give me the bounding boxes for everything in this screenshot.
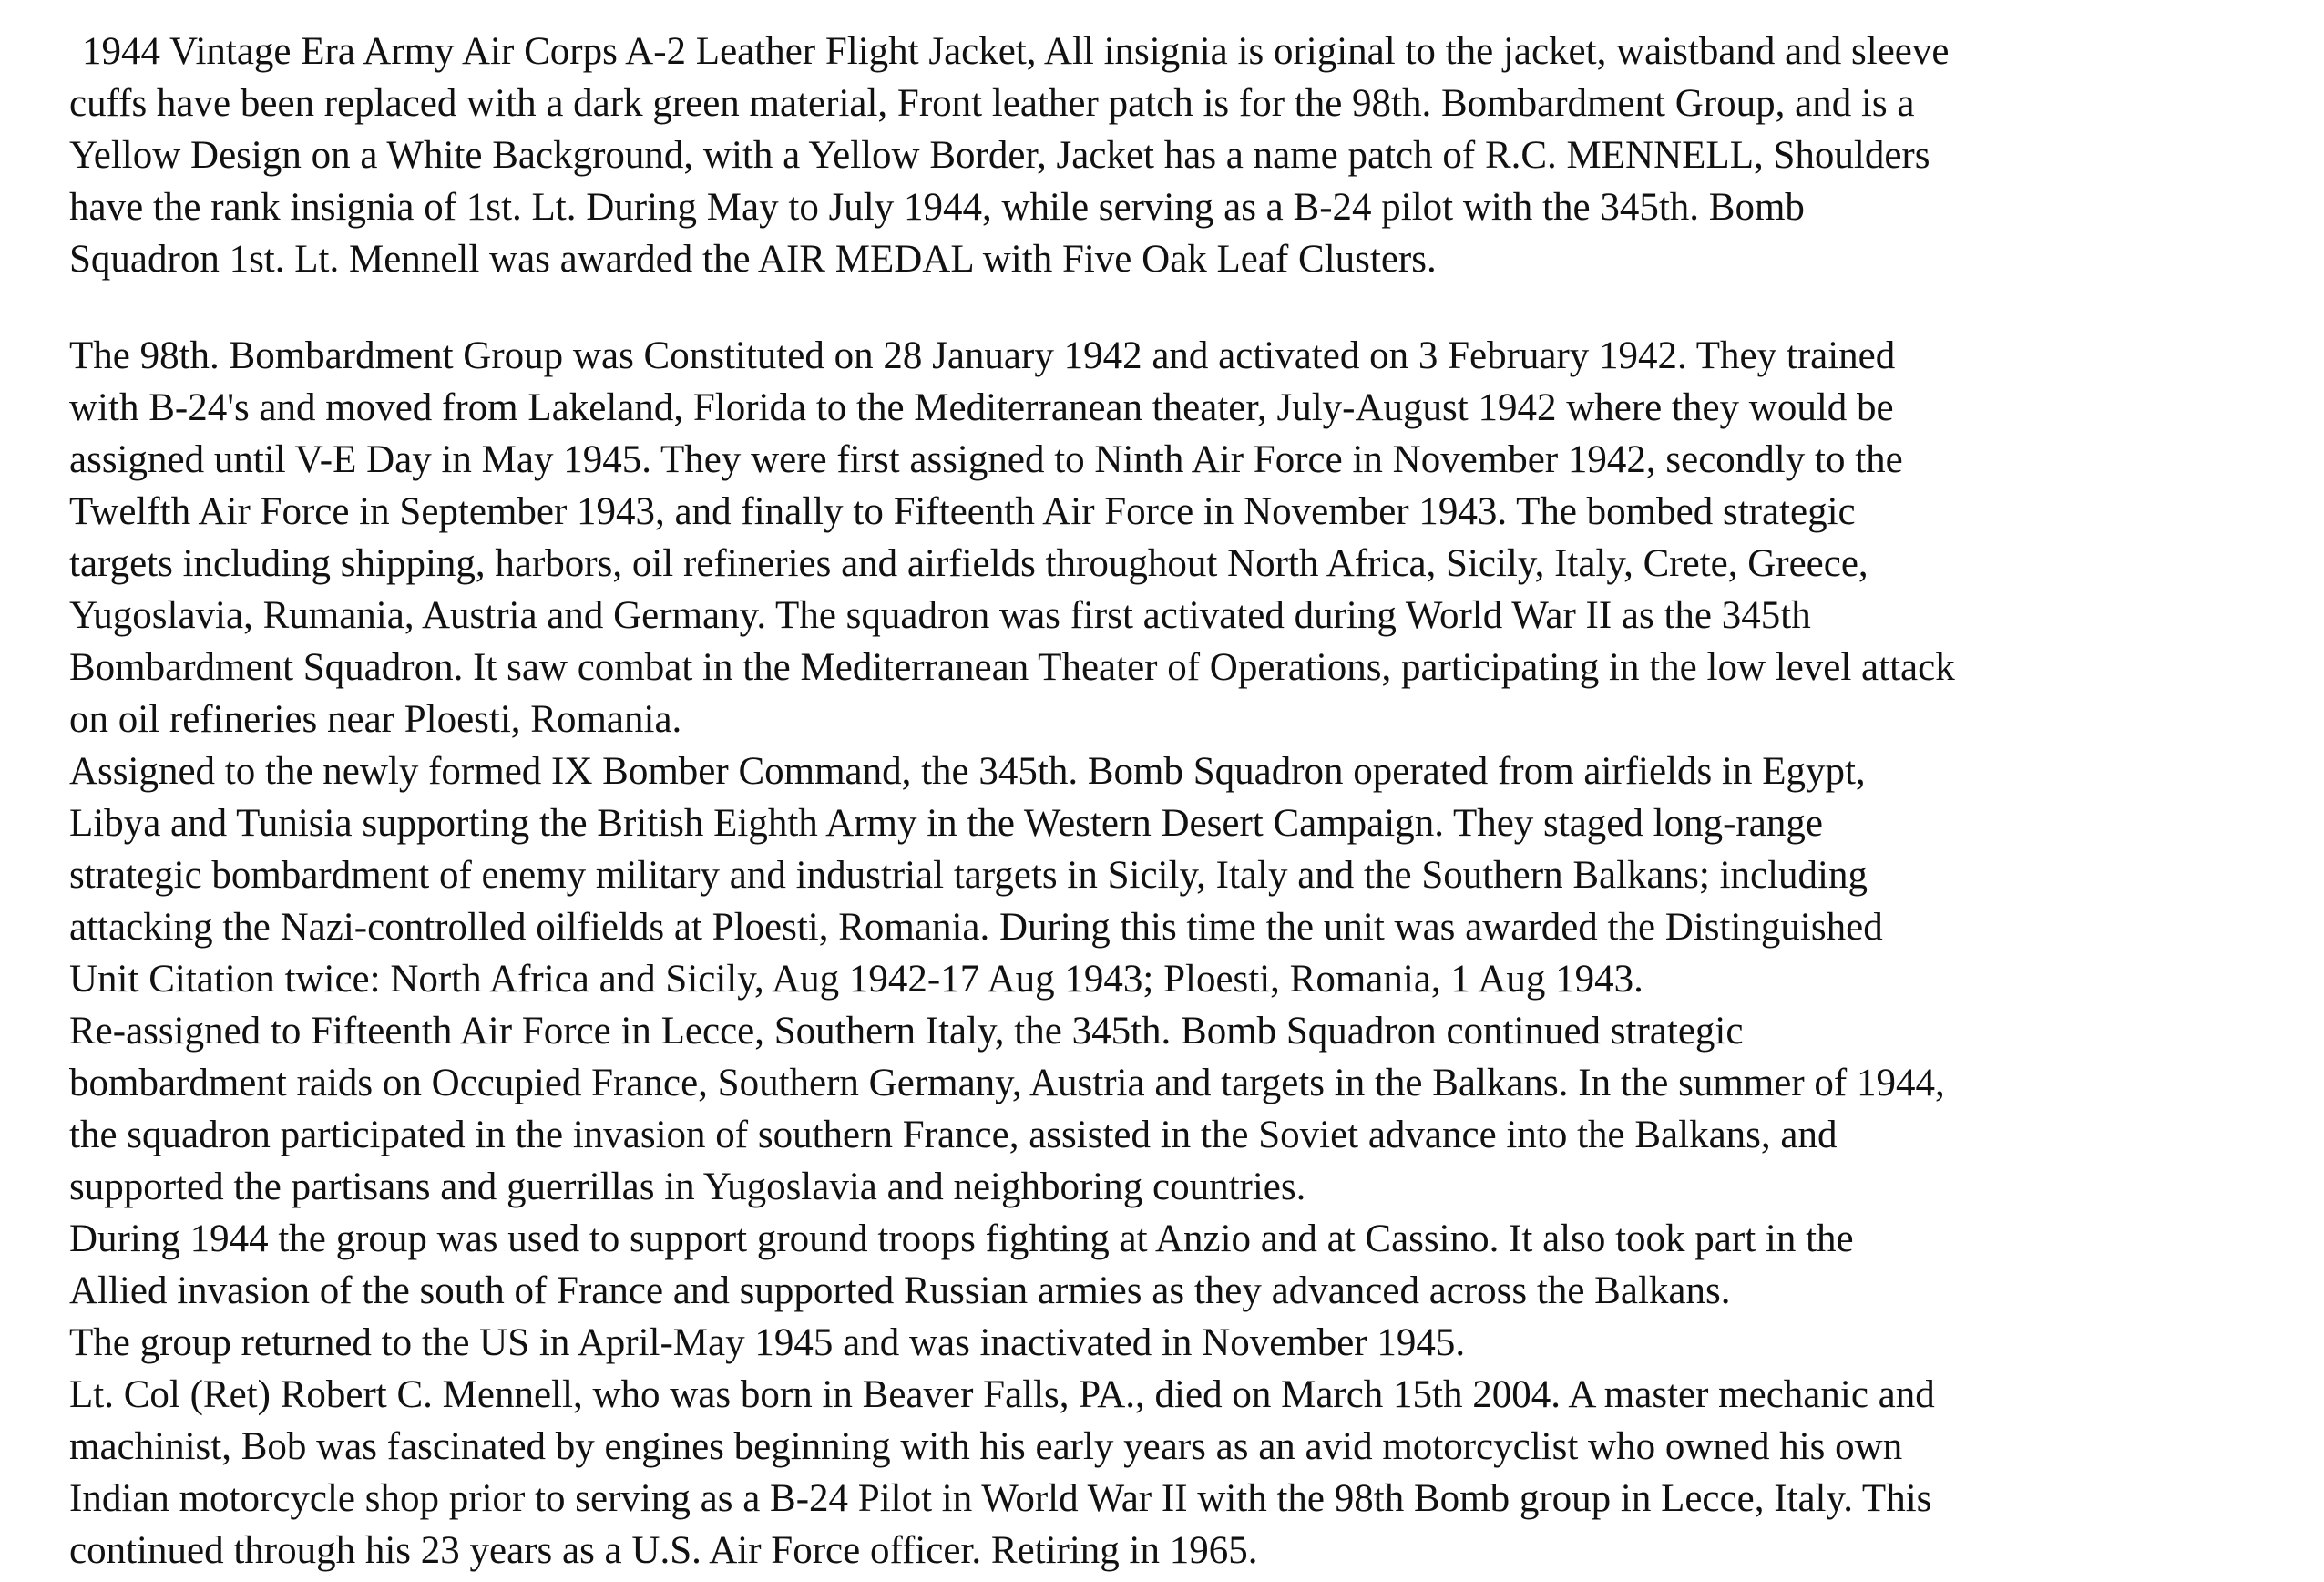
text-line: The 98th. Bombardment Group was Constituted on 28 January 1942 and activated on 3 February 1942. They trained [69, 334, 1896, 377]
text-line: Yellow Design on a White Background, with a Yellow Border, Jacket has a name patch of R.C. MENNELL, Shoulders [69, 134, 1930, 177]
text-line: Squadron 1st. Lt. Mennell was awarded the AIR MEDAL with Five Oak Leaf Clusters. [69, 238, 1437, 281]
text-line: Bombardment Squadron. It saw combat in the Mediterranean Theater of Operations, participating in the low level attack [69, 646, 1955, 689]
text-line: Indian motorcycle shop prior to serving as a B-24 Pilot in World War II with the 98th Bomb group in Lecce, Italy. This [69, 1477, 1932, 1520]
jacket-description-paragraph [69, 26, 2274, 285]
text-line: attacking the Nazi-controlled oilfields at Ploesti, Romania. During this time the unit was awarded the Distinguished [69, 906, 1883, 949]
text-line: Allied invasion of the south of France and supported Russian armies as they advanced across the Balkans. [69, 1269, 1731, 1312]
text-line: bombardment raids on Occupied France, Southern Germany, Austria and targets in the Balkans. In the summer of 1944, [69, 1062, 1945, 1104]
text-line: Twelfth Air Force in September 1943, and finally to Fifteenth Air Force in November 1943. The bombed strategic [69, 490, 1856, 533]
text-line: the squadron participated in the invasion of southern France, assisted in the Soviet advance into the Balkans, and [69, 1114, 1838, 1156]
text-line: Unit Citation twice: North Africa and Sicily, Aug 1942-17 Aug 1943; Ploesti, Romania, 1 Aug 1943. [69, 958, 1643, 1001]
text-line: assigned until V-E Day in May 1945. They were first assigned to Ninth Air Force in November 1942, secondly to the [69, 438, 1903, 481]
text-line: machinist, Bob was fascinated by engines beginning with his early years as an avid motorcyclist who owned his own [69, 1425, 1903, 1468]
text-line: Re-assigned to Fifteenth Air Force in Lecce, Southern Italy, the 345th. Bomb Squadron continued strategic [69, 1010, 1744, 1053]
text-line: 1944 Vintage Era Army Air Corps A-2 Leather Flight Jacket, All insignia is original to the jacket, waistband and sleeve [82, 30, 1950, 73]
text-line: with B-24's and moved from Lakeland, Florida to the Mediterranean theater, July-August 1942 where they would be [69, 386, 1894, 429]
text-line: The group returned to the US in April-May 1945 and was inactivated in November 1945. [69, 1321, 1466, 1364]
text-line: Yugoslavia, Rumania, Austria and Germany. The squadron was first activated during World War II as the 345th [69, 594, 1811, 637]
text-line: Assigned to the newly formed IX Bomber Command, the 345th. Bomb Squadron operated from airfields in Egypt, [69, 750, 1866, 793]
text-line: Libya and Tunisia supporting the British Eighth Army in the Western Desert Campaign. They staged long-range [69, 802, 1823, 845]
text-line: cuffs have been replaced with a dark green material, Front leather patch is for the 98th. Bombardment Group, and is a [69, 82, 1915, 125]
text-line: targets including shipping, harbors, oil refineries and airfields throughout North Africa, Sicily, Italy, Crete, Greece, [69, 542, 1868, 585]
text-line: Lt. Col (Ret) Robert C. Mennell, who was born in Beaver Falls, PA., died on March 15th 2004. A master mechanic and [69, 1373, 1935, 1416]
text-line: strategic bombardment of enemy military and industrial targets in Sicily, Italy and the Southern Balkans; including [69, 854, 1868, 897]
bombardment-group-history-text [69, 330, 2274, 1577]
text-line: have the rank insignia of 1st. Lt. During May to July 1944, while serving as a B-24 pilot with the 345th. Bomb [69, 186, 1805, 229]
text-line: supported the partisans and guerrillas in Yugoslavia and neighboring countries. [69, 1166, 1306, 1208]
text-line: During 1944 the group was used to support ground troops fighting at Anzio and at Cassino. It also took part in the [69, 1217, 1854, 1260]
text-line: continued through his 23 years as a U.S. Air Force officer. Retiring in 1965. [69, 1529, 1258, 1572]
text-line: on oil refineries near Ploesti, Romania. [69, 698, 682, 741]
